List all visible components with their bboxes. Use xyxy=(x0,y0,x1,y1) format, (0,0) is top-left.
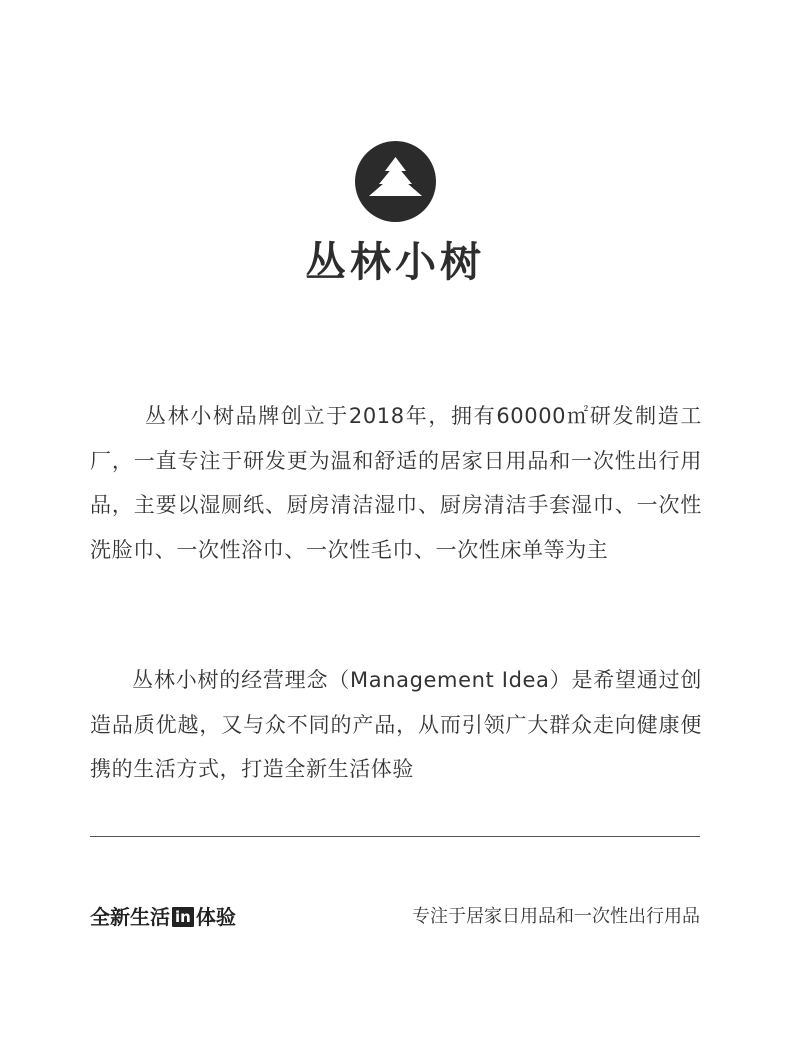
pine-tree-icon xyxy=(355,141,436,222)
footer-tagline: 专注于居家日用品和一次性出行用品 xyxy=(412,906,700,927)
brand-logo xyxy=(355,141,436,222)
slogan-post: 体验 xyxy=(195,905,236,929)
divider xyxy=(90,836,700,837)
slogan-in-badge: in xyxy=(172,907,194,927)
brand-title: 丛林小树 xyxy=(305,238,485,286)
brand-intro-paragraph xyxy=(90,394,702,572)
philosophy-paragraph xyxy=(90,658,702,792)
philosophy-text: 丛林小树的经营理念（Management Idea）是希望通过创造品质优越，又与众不同的产品，从而引领广大群众走向健康便携的生活方式，打造全新生活体验 xyxy=(90,668,702,781)
brand-intro-text: 丛林小树品牌创立于2018年，拥有60000㎡研发制造工厂，一直专注于研发更为温和舒适的居家日用品和一次性出行用品，主要以湿厕纸、厨房清洁湿巾、厨房清洁手套湿巾、一次性洗脸巾、一次性浴巾、一次性毛巾、一次性床单等为主 xyxy=(90,404,702,562)
footer-slogan xyxy=(90,903,236,931)
slogan-pre: 全新生活 xyxy=(90,905,170,929)
